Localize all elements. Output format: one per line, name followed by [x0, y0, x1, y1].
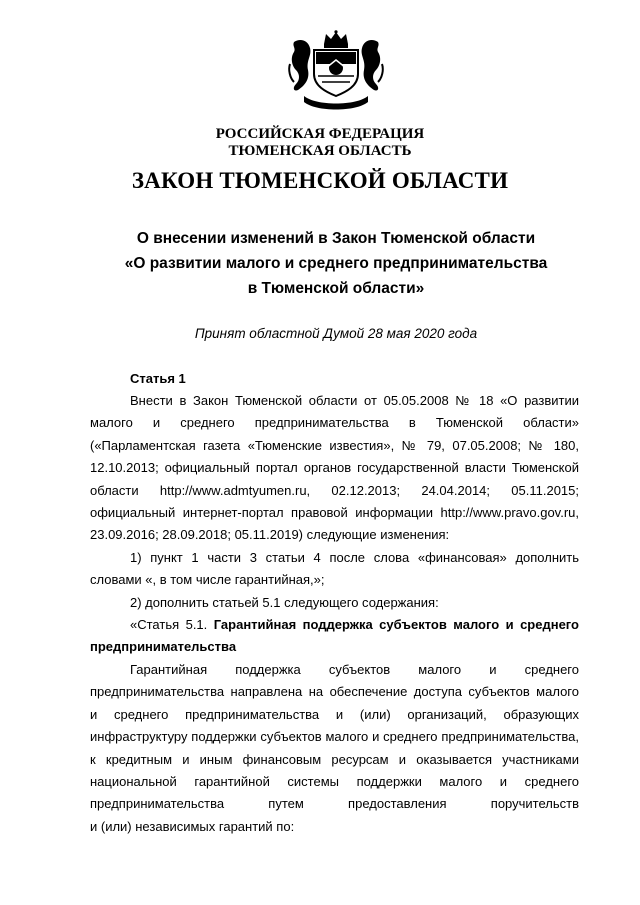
text-line: официальный интернет-портал правовой информации http://www.pravo.gov.ru, — [90, 505, 579, 521]
new-article-prefix: «Статья 5.1. — [130, 617, 208, 633]
coat-of-arms-emblem — [286, 30, 386, 114]
text-line: («Парламентская газета «Тюменские известия», № 79, 07.05.2008; № 180, — [90, 437, 579, 453]
text-line: 2) дополнить статьей 5.1 следующего содержания: — [130, 594, 439, 610]
new-article-title-cont: предпринимательства — [90, 639, 237, 655]
header-region: ТЮМЕНСКАЯ ОБЛАСТЬ — [228, 143, 412, 159]
article-heading: Статья 1 — [130, 371, 186, 386]
text-line: национальной гарантийной системы поддержки малого и среднего — [90, 773, 579, 789]
text-line: 12.10.2013; официальный портал органов государственной власти Тюменской — [90, 460, 579, 476]
text-line: инфраструктуру поддержки субъектов малого и среднего предпринимательства, — [90, 729, 579, 745]
text-line: и (или) независимых гарантий по: — [90, 818, 295, 834]
law-title-line: О внесении изменений в Закон Тюменской области — [136, 230, 536, 247]
text-line: малого и среднего предпринимательства в Тюменской области» — [90, 415, 579, 431]
text-line: и среднего предпринимательства и (или) организаций, образующих — [90, 706, 579, 722]
text-line: 1) пункт 1 части 3 статьи 4 после слова «финансовая» дополнить — [130, 549, 579, 565]
text-line: к кредитным и иным финансовым ресурсам и оказывается участниками — [90, 751, 579, 767]
text-line: 23.09.2016; 28.09.2018; 05.11.2019) следующие изменения: — [90, 527, 450, 543]
article-body — [90, 368, 579, 838]
adoption-note: Принят областной Думой 28 мая 2020 года — [194, 326, 478, 341]
text-line: Гарантийная поддержка субъектов малого и среднего — [130, 661, 579, 677]
text-line: предпринимательства путем предоставления поручительств — [90, 796, 579, 812]
header-country: РОССИЙСКАЯ ФЕДЕРАЦИЯ — [215, 126, 425, 142]
document-type-title: ЗАКОН ТЮМЕНСКОЙ ОБЛАСТИ — [131, 168, 509, 193]
law-title — [0, 226, 640, 301]
text-line: предпринимательства направлена на обеспечение доступа субъектов малого — [90, 684, 579, 700]
law-title-line: в Тюменской области» — [247, 280, 425, 297]
new-article-heading — [90, 614, 579, 636]
law-title-line: «О развитии малого и среднего предпринимательства — [124, 255, 548, 272]
new-article-title: Гарантийная поддержка субъектов малого и среднего — [213, 617, 579, 633]
text-line: словами «, в том числе гарантийная,»; — [90, 572, 325, 588]
text-line: области http://www.admtyumen.ru, 02.12.2013; 24.04.2014; 05.11.2015; — [90, 482, 579, 498]
text-line: Внести в Закон Тюменской области от 05.05.2008 № 18 «О развитии — [130, 393, 579, 408]
